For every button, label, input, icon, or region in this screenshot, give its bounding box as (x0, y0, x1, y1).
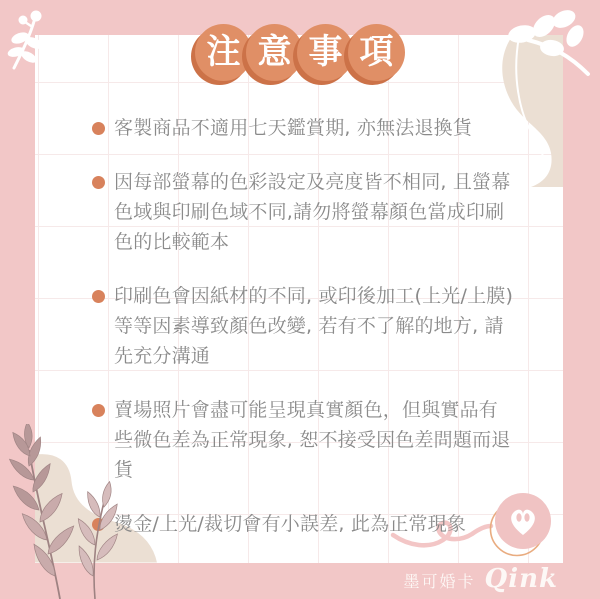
notice-text: 因每部螢幕的色彩設定及亮度皆不相同, 且螢幕色域與印刷色域不同,請勿將螢幕顏色當成印刷色的比較範本 (114, 171, 511, 253)
title-char: 注 (195, 24, 252, 81)
notice-text: 客製商品不適用七天鑑賞期, 亦無法退換貨 (114, 117, 473, 139)
title-char: 項 (348, 24, 405, 81)
sprig-icon (6, 8, 46, 70)
bullet-dot-icon (92, 176, 105, 189)
page-title (195, 24, 405, 81)
notice-text: 賣場照片會盡可能呈現真實顏色，但與實品有些微色差為正常現象, 恕不接受因色差問題而退貨 (114, 399, 511, 481)
notice-item (92, 509, 517, 539)
brand-logo-text: Qink (484, 564, 558, 594)
notice-item (92, 281, 517, 371)
plant-icon (0, 424, 150, 599)
bullet-dot-icon (92, 122, 105, 135)
notice-item (92, 167, 517, 257)
notice-text: 印刷色會因紙材的不同, 或印後加工(上光/上膜)等等因素導致顏色改變, 若有不了解的地方, 請先充分溝通 (114, 285, 514, 367)
notice-text: 燙金/上光/裁切會有小誤差, 此為正常現象 (114, 513, 467, 535)
title-char: 意 (246, 24, 303, 81)
brand-name: 墨可婚卡 (403, 572, 476, 591)
title-char: 事 (297, 24, 354, 81)
brand-footer (404, 566, 558, 592)
leaf-branch-icon (500, 6, 592, 78)
bullet-dot-icon (92, 404, 105, 417)
bullet-dot-icon (92, 290, 105, 303)
notice-item (92, 113, 517, 143)
notice-item (92, 395, 517, 485)
notice-list (92, 113, 517, 539)
